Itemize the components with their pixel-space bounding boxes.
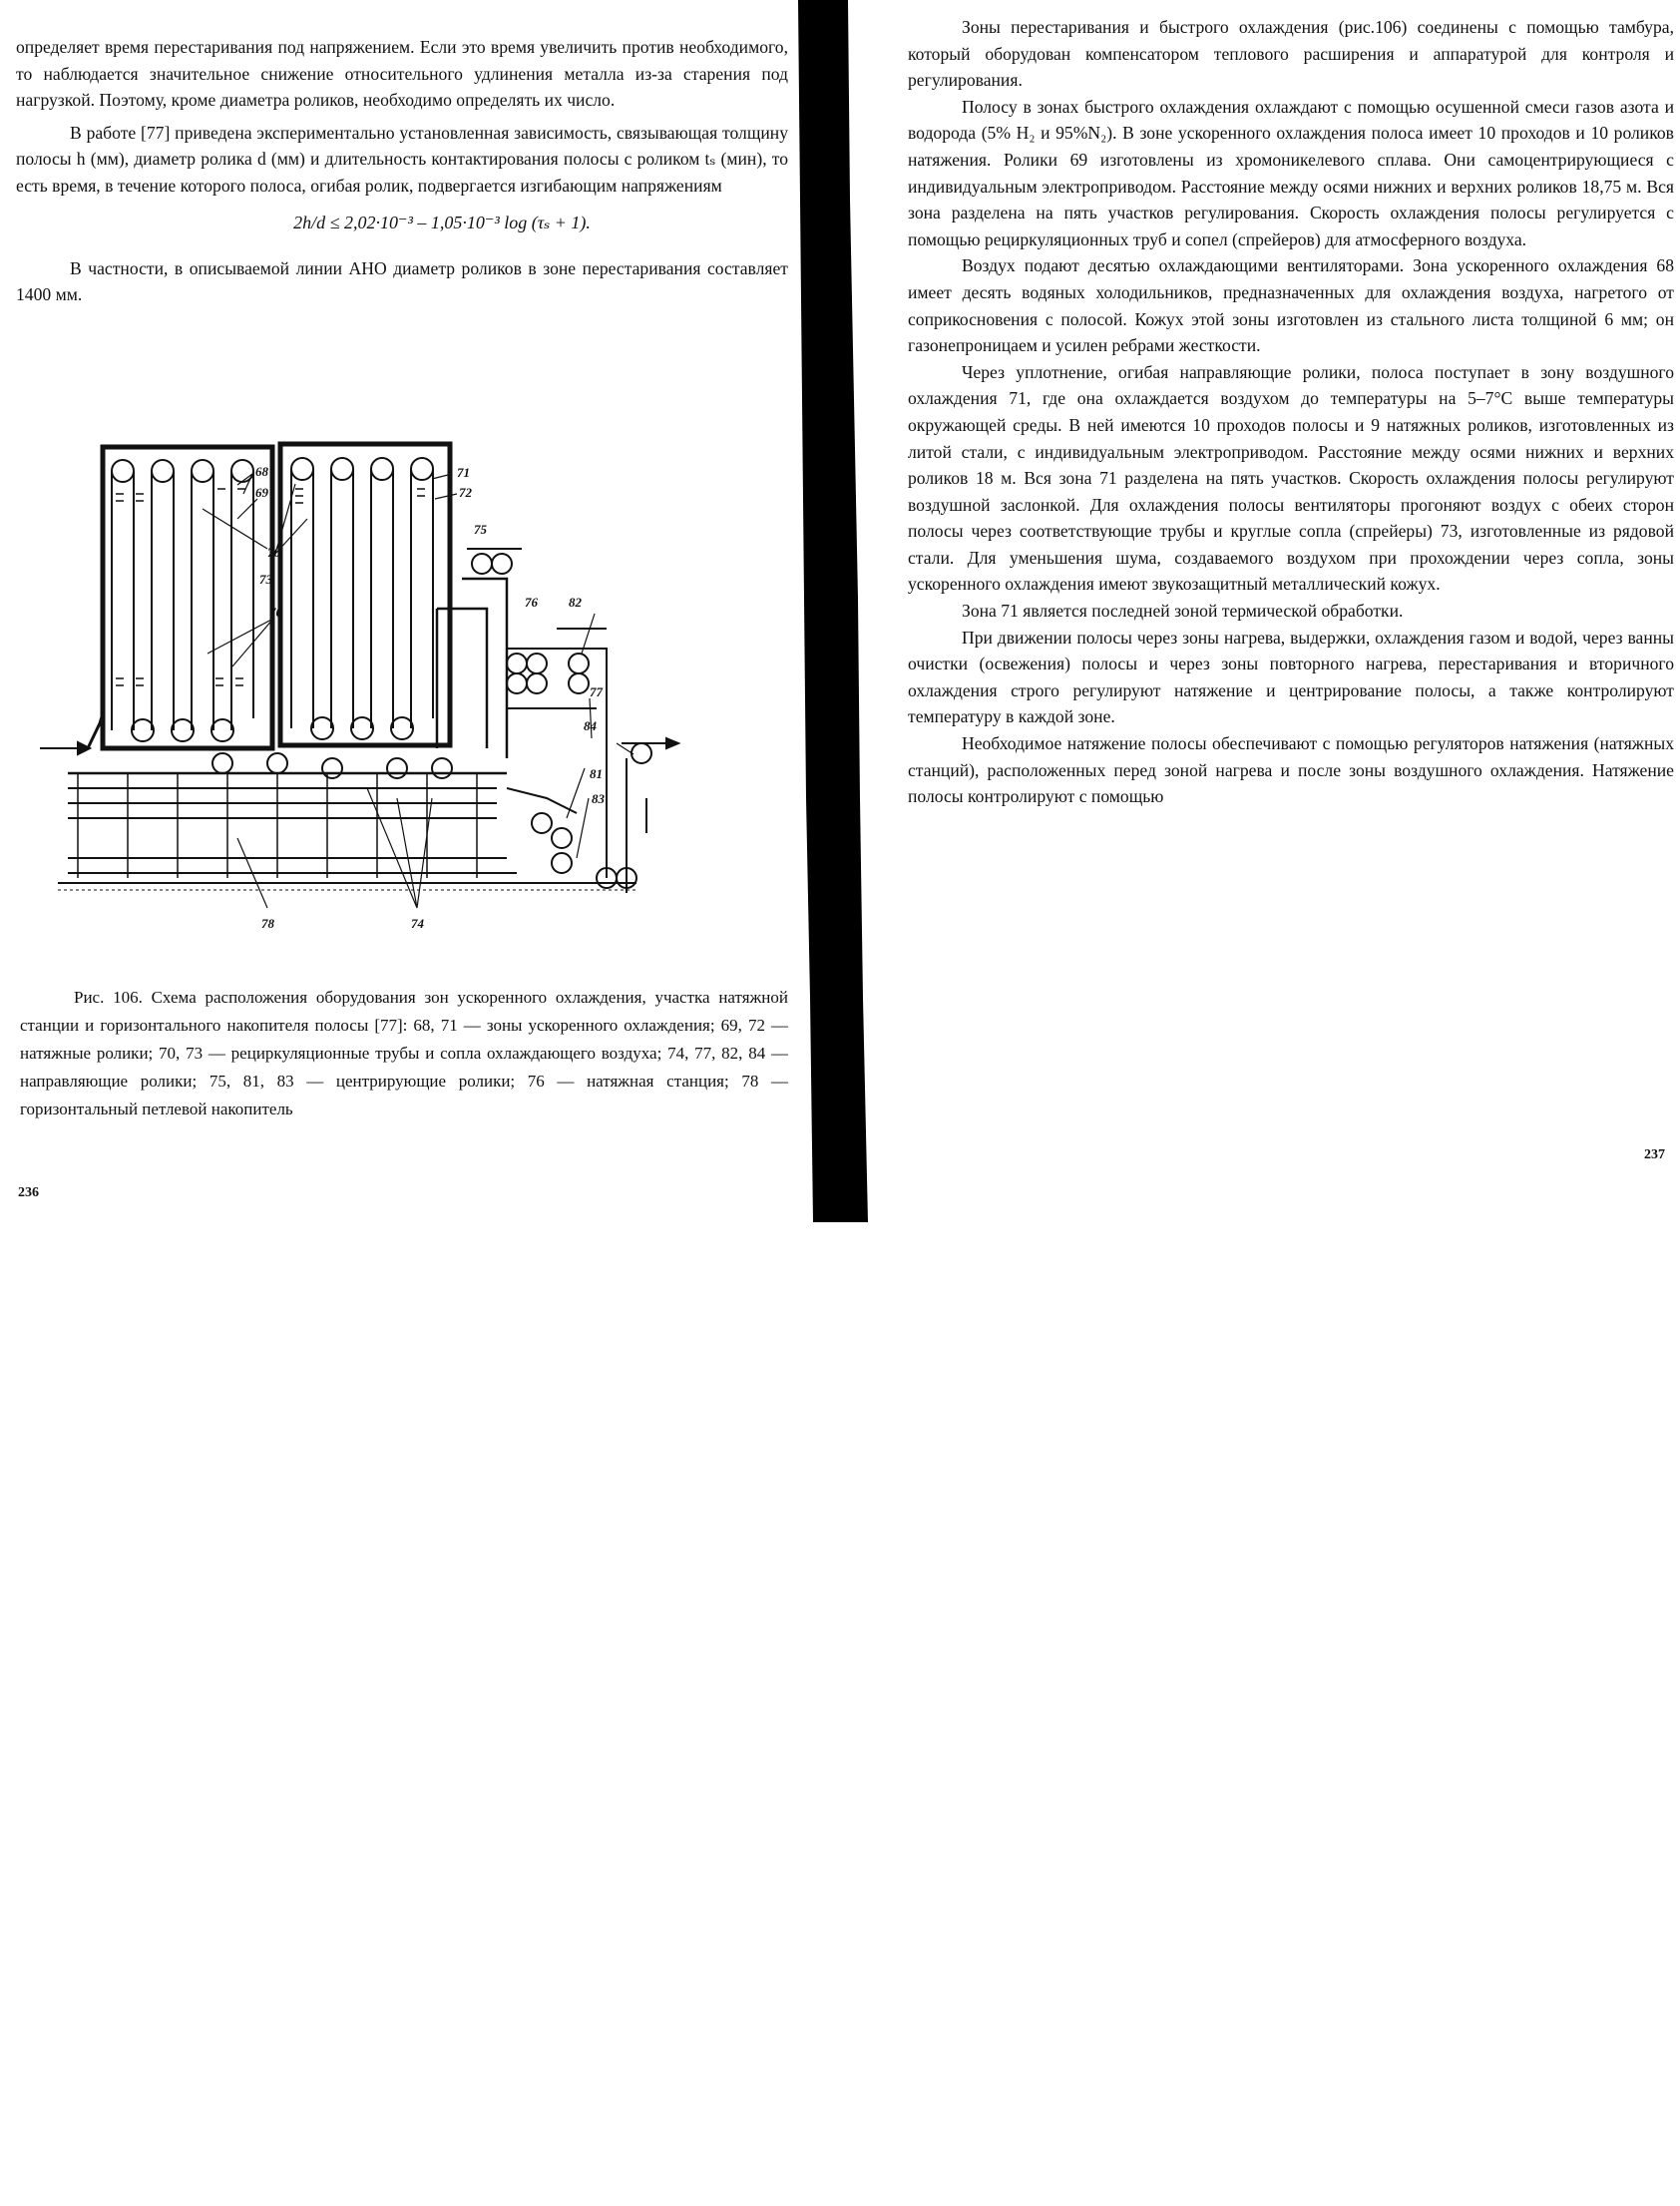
label-81: 81 <box>590 766 603 781</box>
label-84: 84 <box>584 718 597 733</box>
label-76: 76 <box>525 595 538 610</box>
label-75: 75 <box>474 522 487 537</box>
right-paragraph-5: Зона 71 является последней зоной термической обработки. <box>962 601 1404 622</box>
page-number-right: 237 <box>1644 1147 1665 1162</box>
right-paragraph-4: Через уплотнение, огибая направляющие ролики, полоса поступает в зону воздушного охлаждения 71, где она охлаждается воздухом до температуры на 5–7°С выше температуры окружающей среды. В ней имеются 10 проходов полосы и 9 натяжных роликов, изготовленных из литой стали, с индивидуальным электроприводом. Расстояние между осями нижних и верхних роликов 18 м. Вся зона 71 разделена на пять участков. Скорость охлаждения полосы регулируют воздушной заслонкой. Для охлаждения полосы вентиляторы прогоняют воздух с обеих сторон полосы через соответствующие трубы и круглые сопла (спрейеры) 73, изготовленные из рядовой стали. Для уменьшения шума, создаваемого воздухом при прохождении через сопла, зоны ускоренного охлаждения имеют звукозащитный металлический кожух. <box>908 361 1674 595</box>
page-number-left: 236 <box>18 1185 39 1200</box>
formula: 2h/d ≤ 2,02·10⁻³ – 1,05·10⁻³ log (τₛ + 1). <box>293 212 591 232</box>
figure-caption-block <box>0 984 788 2206</box>
right-paragraph-2: Полосу в зонах быстрого охлаждения охлаждают с помощью осушенной смеси газов азота и водорода (5% H₂ и 95%N₂). В зоне ускоренного охлаждения полоса имеет 10 проходов и 10 роликов натяжения. Ролики 69 изготовлены из хромоникелевого сплава. Они самоцентрирующиеся с индивидуальным электроприводом. Расстояние между осями нижних и верхних роликов 18,75 м. Вся зона разделена на пять участков регулирования. Скорость охлаждения полосы регулируется с помощью рециркуляционных труб и сопел (спрейеров) для атмосферного воздуха. <box>908 96 1674 249</box>
equipment-diagram <box>38 439 726 943</box>
label-74: 74 <box>411 916 424 931</box>
right-paragraph-3: Воздух подают десятью охлаждающими вентиляторами. Зона ускоренного охлаждения 68 имеет десять водяных холодильников, предназначенных для охлаждения воздуха, нагретого от соприкосновения с полосой. Кожух этой зоны изготовлен из стального листа толщиной 6 мм; он газонепроницаем и усилен ребрами жесткости. <box>908 255 1674 356</box>
label-72: 72 <box>459 485 472 500</box>
book-spine <box>788 0 878 1222</box>
right-page <box>878 0 1680 1222</box>
left-paragraph-1: определяет время перестаривания под напряжением. Если это время увеличить против необходимого, то наблюдается значительное снижение относительного удлинения металла из-за старения под нагрузкой. Поэтому, кроме диаметра роликов, необходимо определять их число. <box>16 37 788 111</box>
label-77: 77 <box>590 684 603 699</box>
label-83: 83 <box>592 791 605 806</box>
right-paragraph-7: Необходимое натяжение полосы обеспечивают с помощью регуляторов натяжения (натяжных станций), расположенных перед зоной нагрева и после зоны воздушного охлаждения. Натяжение полосы контролируют с помощью <box>908 733 1674 807</box>
left-paragraph-2: В работе [77] приведена экспериментально установленная зависимость, связывающая толщину полосы h (мм), диаметр ролика d (мм) и длительность контактирования полосы с роликом tₛ (мин), то есть время, в течение которого полоса, огибая ролик, подвергается изгибающим напряжениям <box>16 122 788 196</box>
label-82: 82 <box>569 595 582 610</box>
right-paragraph-6: При движении полосы через зоны нагрева, выдержки, охлаждения газом и водой, через ванны очистки (освежения) полосы и через зоны повторного нагрева, перестаривания и вторичного охлаждения строго регулируют натяжение и центрирование полосы, а также контролируют температуру в каждой зоне. <box>908 627 1674 727</box>
label-69: 69 <box>255 485 268 500</box>
label-68: 68 <box>255 464 268 479</box>
right-paragraph-1: Зоны перестаривания и быстрого охлаждения (рис.106) соединены с помощью тамбура, который оборудован компенсатором теплового расширения и аппаратурой для контроля и регулирования. <box>908 17 1674 91</box>
label-70-bottom: 70 <box>269 605 282 620</box>
label-70-top: 70 <box>267 545 280 560</box>
figure-caption: Рис. 106. Схема расположения оборудования зон ускоренного охлаждения, участка натяжной станции и горизонтального накопителя полосы [77]: 68, 71 — зоны ускоренного охлаждения; 69, 72 — натяжные ролики; 70, 73 — рециркуляционные трубы и сопла охлаждающего воздуха; 74, 77, 82, 84 — направляющие ролики; 75, 81, 83 — центрирующие ролики; 76 — натяжная станция; 78 — горизонтальный петлевой накопитель <box>20 988 788 1118</box>
left-paragraph-3: В частности, в описываемой линии АНО диаметр роликов в зоне перестаривания составляет 1400 мм. <box>16 257 788 305</box>
label-71: 71 <box>457 465 470 480</box>
label-78: 78 <box>261 916 274 931</box>
label-73: 73 <box>259 572 272 587</box>
